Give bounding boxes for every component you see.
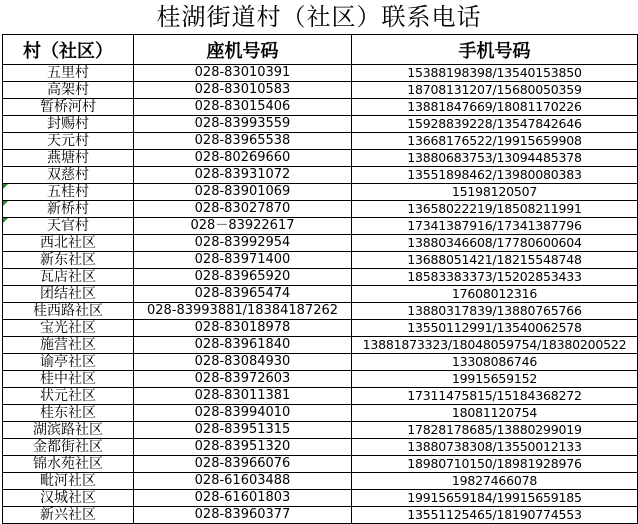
village-cell[interactable]: 锦水苑社区 xyxy=(3,456,134,473)
landline-cell[interactable]: 028-83018978 xyxy=(134,320,352,337)
cell-marker-icon xyxy=(3,184,8,189)
table-row xyxy=(3,507,638,524)
table-row xyxy=(3,65,638,82)
village-cell[interactable]: 天元村 xyxy=(3,133,134,150)
mobile-cell[interactable]: 17828178685/13880299019 xyxy=(352,422,638,439)
contact-table xyxy=(2,34,638,524)
landline-cell[interactable]: 028-61601803 xyxy=(134,490,352,507)
table-row xyxy=(3,150,638,167)
table-row xyxy=(3,235,638,252)
table-row xyxy=(3,201,638,218)
mobile-cell[interactable]: 13551898462/13980080383 xyxy=(352,167,638,184)
header-landline[interactable]: 座机号码 xyxy=(134,35,352,65)
landline-cell[interactable]: 028-83084930 xyxy=(134,354,352,371)
table-body xyxy=(3,65,638,524)
village-cell[interactable]: 燕塘村 xyxy=(3,150,134,167)
village-cell[interactable]: 施营社区 xyxy=(3,337,134,354)
village-cell[interactable]: 谕亭社区 xyxy=(3,354,134,371)
mobile-cell[interactable]: 17311475815/15184368272 xyxy=(352,388,638,405)
landline-cell[interactable]: 028-83027870 xyxy=(134,201,352,218)
village-cell[interactable]: 汉城社区 xyxy=(3,490,134,507)
table-row xyxy=(3,167,638,184)
mobile-cell[interactable]: 18583383373/15202853433 xyxy=(352,269,638,286)
village-cell[interactable]: 天官村 xyxy=(3,218,134,235)
sheet-title: 桂湖街道村（社区）联系电话 xyxy=(156,3,482,31)
village-cell[interactable]: 西北社区 xyxy=(3,235,134,252)
header-mobile[interactable]: 手机号码 xyxy=(352,35,638,65)
landline-cell[interactable]: 028-83972603 xyxy=(134,371,352,388)
village-cell[interactable]: 瓦店社区 xyxy=(3,269,134,286)
table-row xyxy=(3,269,638,286)
mobile-cell[interactable]: 13880346608/17780600604 xyxy=(352,235,638,252)
landline-cell[interactable]: 028-83965474 xyxy=(134,286,352,303)
village-cell[interactable]: 金都街社区 xyxy=(3,439,134,456)
mobile-cell[interactable]: 19915659152 xyxy=(352,371,638,388)
landline-cell[interactable]: 028-83015406 xyxy=(134,99,352,116)
cell-marker-icon xyxy=(3,218,8,223)
landline-cell[interactable]: 028-83992954 xyxy=(134,235,352,252)
mobile-cell[interactable]: 13880738308/13550012133 xyxy=(352,439,638,456)
village-cell[interactable]: 团结社区 xyxy=(3,286,134,303)
mobile-cell[interactable]: 19827466078 xyxy=(352,473,638,490)
landline-cell[interactable]: 028-80269660 xyxy=(134,150,352,167)
table-row xyxy=(3,337,638,354)
village-cell[interactable]: 五里村 xyxy=(3,65,134,82)
table-row xyxy=(3,456,638,473)
landline-cell[interactable]: 028-83010391 xyxy=(134,65,352,82)
mobile-cell[interactable]: 13881873323/18048059754/18380200522 xyxy=(352,337,638,354)
table-row xyxy=(3,473,638,490)
landline-cell[interactable]: 028-83993881/18384187262 xyxy=(134,303,352,320)
table-row xyxy=(3,371,638,388)
landline-cell[interactable]: 028-83010583 xyxy=(134,82,352,99)
village-cell[interactable]: 双慈村 xyxy=(3,167,134,184)
village-cell[interactable]: 高架村 xyxy=(3,82,134,99)
mobile-cell[interactable]: 13881847669/18081170226 xyxy=(352,99,638,116)
landline-cell[interactable]: 028-83971400 xyxy=(134,252,352,269)
table-row xyxy=(3,252,638,269)
village-cell[interactable]: 新桥村 xyxy=(3,201,134,218)
village-cell[interactable]: 状元社区 xyxy=(3,388,134,405)
mobile-cell[interactable]: 13550112991/13540062578 xyxy=(352,320,638,337)
mobile-cell[interactable]: 17341387916/17341387796 xyxy=(352,218,638,235)
mobile-cell[interactable]: 15928839228/13547842646 xyxy=(352,116,638,133)
mobile-cell[interactable]: 13308086746 xyxy=(352,354,638,371)
table-row xyxy=(3,116,638,133)
landline-cell[interactable]: 028-83965920 xyxy=(134,269,352,286)
landline-cell[interactable]: 028-83901069 xyxy=(134,184,352,201)
table-row xyxy=(3,303,638,320)
table-row xyxy=(3,82,638,99)
mobile-cell[interactable]: 17608012316 xyxy=(352,286,638,303)
village-cell[interactable]: 桂中社区 xyxy=(3,371,134,388)
table-row xyxy=(3,354,638,371)
landline-cell[interactable]: 028-83931072 xyxy=(134,167,352,184)
landline-cell[interactable]: 028-83966076 xyxy=(134,456,352,473)
mobile-cell[interactable]: 19915659184/19915659185 xyxy=(352,490,638,507)
header-village[interactable]: 村（社区） xyxy=(3,35,134,65)
village-cell[interactable]: 桂东社区 xyxy=(3,405,134,422)
village-cell[interactable]: 湖滨路社区 xyxy=(3,422,134,439)
landline-cell[interactable]: 028-83960377 xyxy=(134,507,352,524)
mobile-cell[interactable]: 18081120754 xyxy=(352,405,638,422)
table-row xyxy=(3,99,638,116)
village-cell[interactable]: 毗河社区 xyxy=(3,473,134,490)
mobile-cell[interactable]: 18708131207/15680050359 xyxy=(352,82,638,99)
village-cell[interactable]: 暂桥河村 xyxy=(3,99,134,116)
mobile-cell[interactable]: 13688051421/18215548748 xyxy=(352,252,638,269)
table-row xyxy=(3,439,638,456)
village-cell[interactable]: 新东社区 xyxy=(3,252,134,269)
table-row xyxy=(3,405,638,422)
landline-cell[interactable]: 028-83011381 xyxy=(134,388,352,405)
mobile-cell[interactable]: 13551125465/18190774553 xyxy=(352,507,638,524)
landline-cell[interactable]: 028-83965538 xyxy=(134,133,352,150)
header-row xyxy=(3,35,638,65)
table-row xyxy=(3,184,638,201)
landline-cell[interactable]: 028-83951315 xyxy=(134,422,352,439)
mobile-cell[interactable]: 18980710150/18981928976 xyxy=(352,456,638,473)
mobile-cell[interactable]: 13668176522/19915659908 xyxy=(352,133,638,150)
mobile-cell[interactable]: 15198120507 xyxy=(352,184,638,201)
village-cell[interactable]: 桂西路社区 xyxy=(3,303,134,320)
village-cell[interactable]: 封赐村 xyxy=(3,116,134,133)
mobile-cell[interactable]: 13880317839/13880765766 xyxy=(352,303,638,320)
mobile-cell[interactable]: 13658022219/18508211991 xyxy=(352,201,638,218)
table-row xyxy=(3,490,638,507)
landline-cell[interactable]: 028-83961840 xyxy=(134,337,352,354)
village-cell[interactable]: 宝光社区 xyxy=(3,320,134,337)
landline-cell[interactable]: 028-83951320 xyxy=(134,439,352,456)
table-row xyxy=(3,133,638,150)
landline-cell[interactable]: 028－83922617 xyxy=(134,218,352,235)
table-row xyxy=(3,388,638,405)
table-row xyxy=(3,422,638,439)
mobile-cell[interactable]: 13880683753/13094485378 xyxy=(352,150,638,167)
landline-cell[interactable]: 028-83994010 xyxy=(134,405,352,422)
table-row xyxy=(3,218,638,235)
village-cell[interactable]: 新兴社区 xyxy=(3,507,134,524)
table-row xyxy=(3,320,638,337)
landline-cell[interactable]: 028-83993559 xyxy=(134,116,352,133)
mobile-cell[interactable]: 15388198398/13540153850 xyxy=(352,65,638,82)
cell-marker-icon xyxy=(3,201,8,206)
landline-cell[interactable]: 028-61603488 xyxy=(134,473,352,490)
table-row xyxy=(3,286,638,303)
village-cell[interactable]: 五桂村 xyxy=(3,184,134,201)
